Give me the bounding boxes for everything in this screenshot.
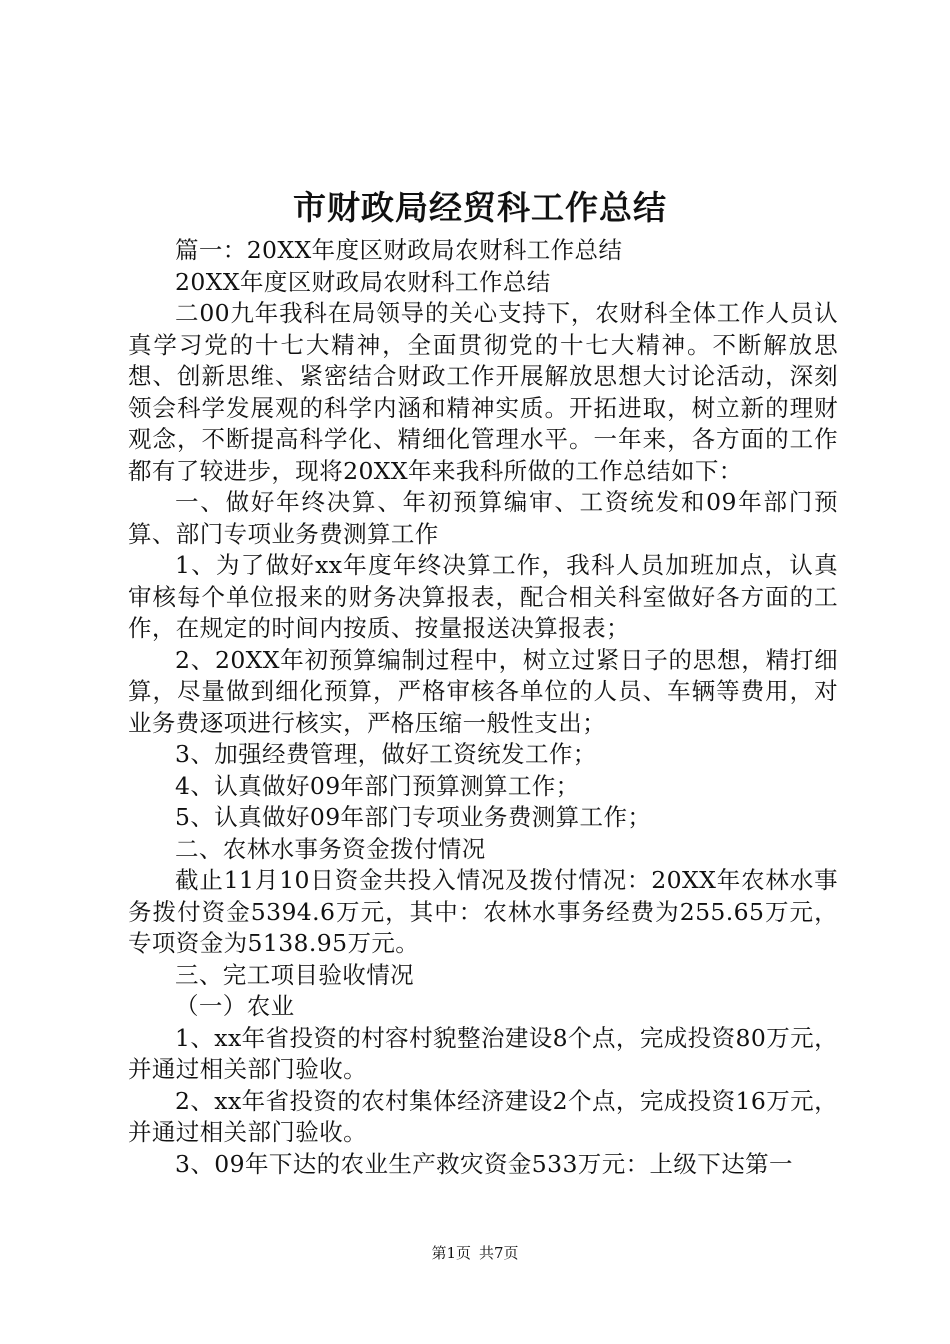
page-total: 共7页 [479, 1244, 519, 1262]
page-number: 第1页 [431, 1244, 471, 1262]
paragraph: 3、09年下达的农业生产救灾资金533万元：上级下达第一 [175, 1149, 793, 1178]
paragraph: 5、认真做好09年部门专项业务费测算工作； [175, 803, 652, 831]
page-footer [0, 1243, 950, 1263]
document-body [128, 235, 838, 1180]
paragraph: 篇一：20XX年度区财政局农财科工作总结 [175, 236, 623, 264]
paragraph: 一、做好年终决算、年初预算编审、工资统发和09年部门预算、部门专项业务费测算工作 [128, 488, 838, 548]
paragraph: 20XX年度区财政局农财科工作总结 [175, 267, 551, 296]
paragraph: 截止11月10日资金共投入情况及拨付情况：20XX年农林水事务拨付资金5394.6万元，其中：农林水事务经费为255.65万元，专项资金为5138.95万元。 [128, 866, 838, 957]
paragraph: 3、加强经费管理，做好工资统发工作； [175, 740, 597, 768]
paragraph: 1、为了做好xx年度年终决算工作，我科人员加班加点，认真审核每个单位报来的财务决算报表，配合相关科室做好各方面的工作，在规定的时间内按质、按量报送决算报表； [128, 551, 838, 642]
document-title: 市财政局经贸科工作总结 [293, 188, 667, 227]
paragraph: 三、完工项目验收情况 [175, 960, 414, 989]
paragraph: 2、xx年省投资的农村集体经济建设2个点，完成投资16万元，并通过相关部门验收。 [128, 1086, 838, 1146]
paragraph: 1、xx年省投资的村容村貌整治建设8个点，完成投资80万元，并通过相关部门验收。 [128, 1023, 838, 1083]
paragraph: 4、认真做好09年部门预算测算工作； [175, 771, 580, 800]
paragraph: 2、20XX年初预算编制过程中，树立过紧日子的思想，精打细算，尽量做到细化预算，严格审核各单位的人员、车辆等费用，对业务费逐项进行核实，严格压缩一般性支出； [128, 645, 838, 737]
paragraph: 二00九年我科在局领导的关心支持下，农财科全体工作人员认真学习党的十七大精神，全面贯彻党的十七大精神。不断解放思想、创新思维、紧密结合财政工作开展解放思想大讨论活动，深刻领会科学发展观的科学内涵和精神实质。开拓进取，树立新的理财观念，不断提高科学化、精细化管理水平。一年来，各方面的工作都有了较进步，现将20XX年来我科所做的工作总结如下： [128, 299, 838, 485]
paragraph: 二、农林水事务资金拨付情况 [175, 834, 486, 863]
paragraph: （一）农业 [175, 992, 295, 1020]
